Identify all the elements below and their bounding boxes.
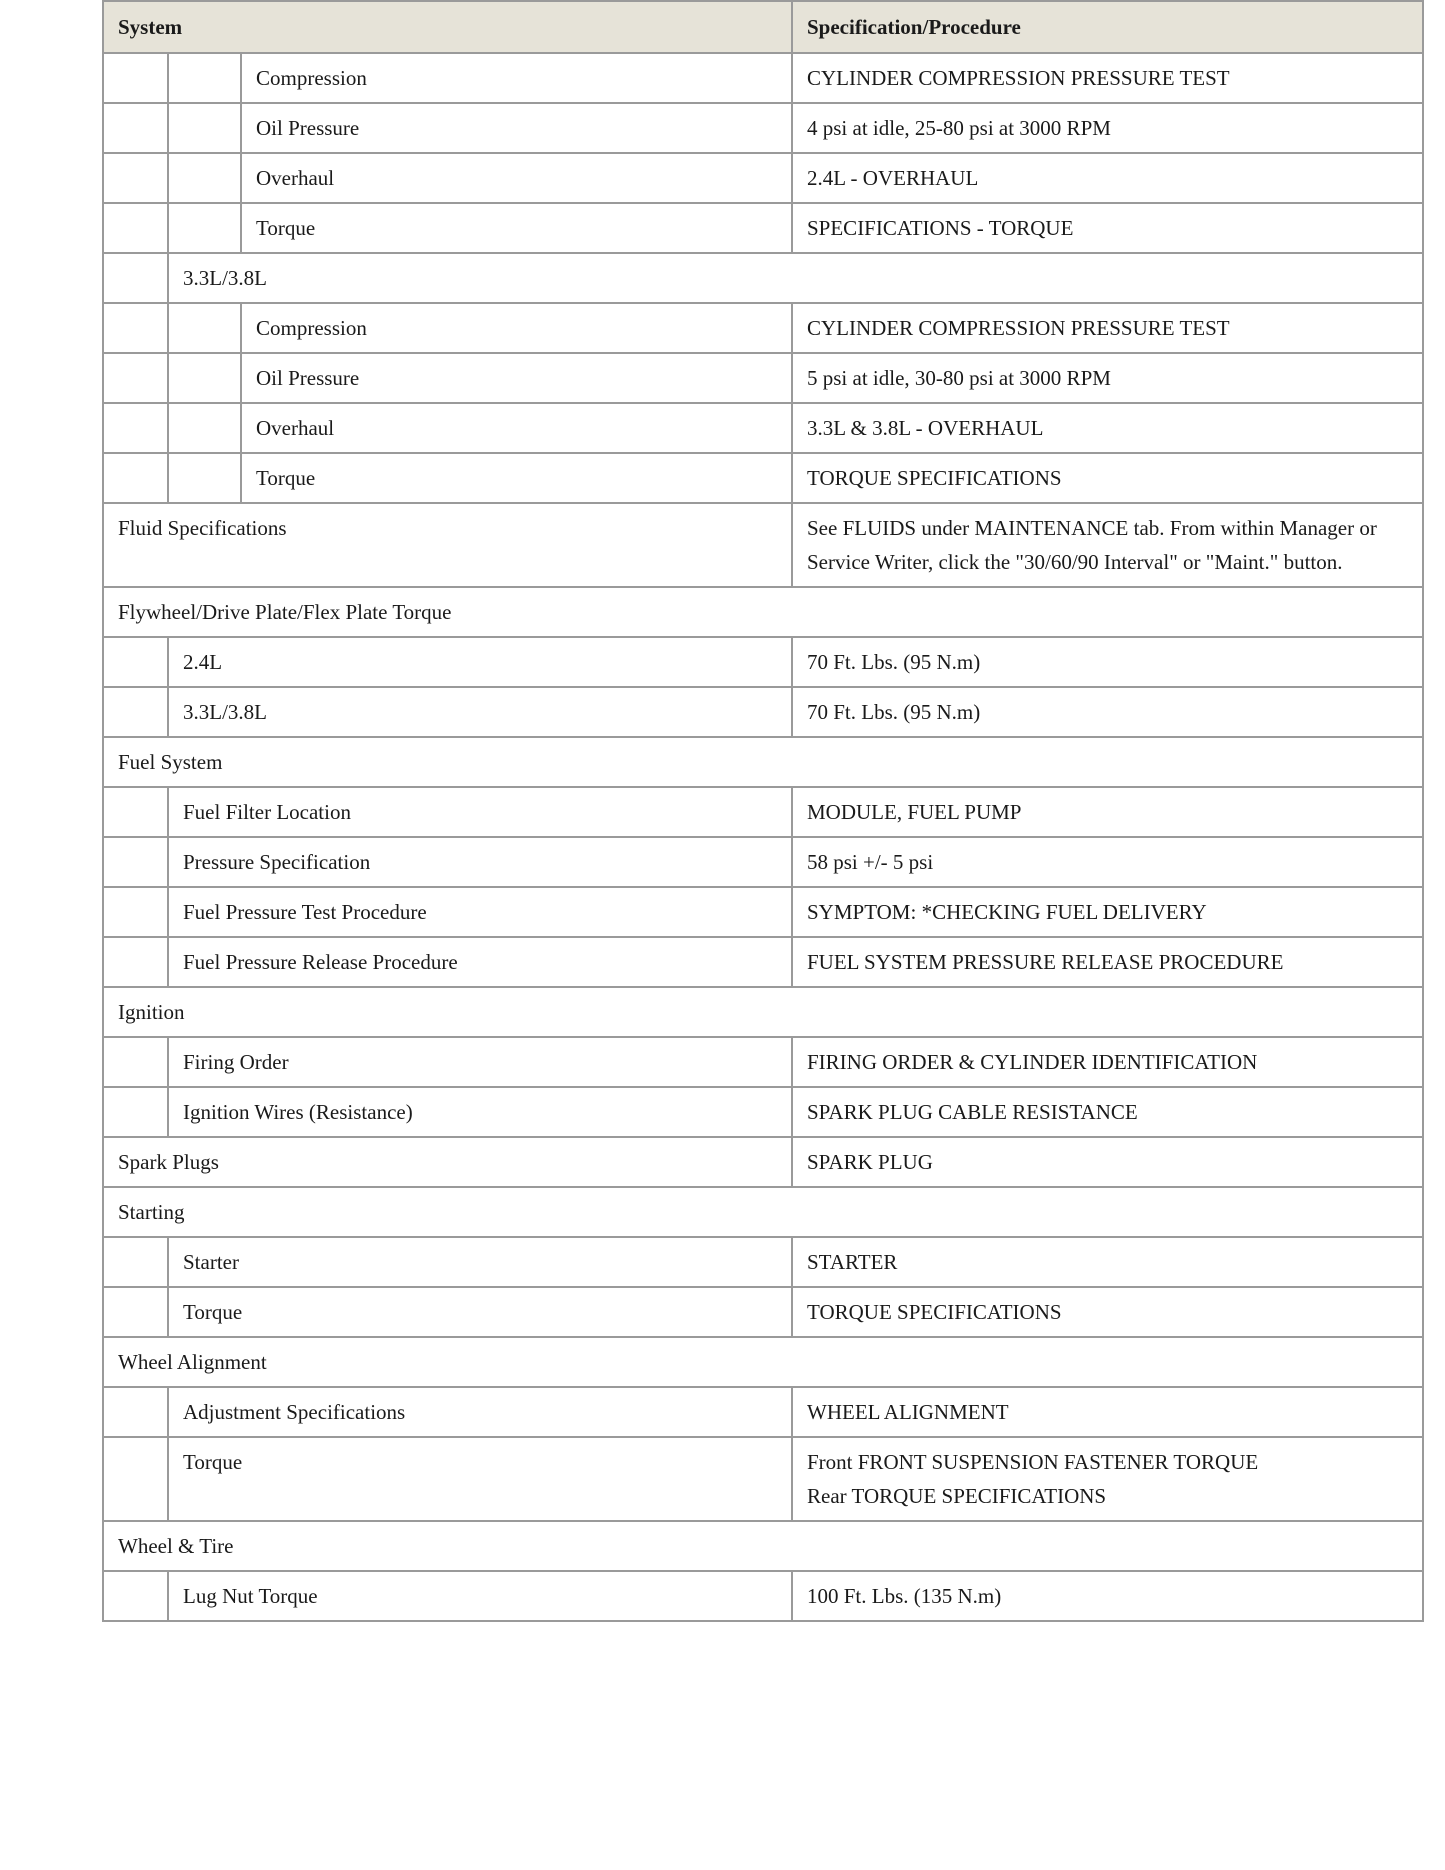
row-label: Fluid Specifications — [103, 503, 792, 587]
row-value: MODULE, FUEL PUMP — [792, 787, 1423, 837]
indent-cell — [103, 203, 168, 253]
indent-cell — [103, 1437, 168, 1521]
indent-cell — [103, 153, 168, 203]
indent-cell — [103, 103, 168, 153]
table-row — [103, 1437, 1423, 1521]
indent-cell — [103, 403, 168, 453]
table-row — [103, 203, 1423, 253]
row-label: Compression — [241, 53, 792, 103]
table-row — [103, 1571, 1423, 1621]
table-row — [103, 303, 1423, 353]
table-row — [103, 1337, 1423, 1387]
row-value: 100 Ft. Lbs. (135 N.m) — [792, 1571, 1423, 1621]
row-value: TORQUE SPECIFICATIONS — [792, 453, 1423, 503]
row-label: Oil Pressure — [241, 353, 792, 403]
indent-cell — [103, 637, 168, 687]
table-row — [103, 837, 1423, 887]
indent-cell — [168, 203, 241, 253]
row-value: See FLUIDS under MAINTENANCE tab. From within Manager or Service Writer, click the "30/60/90 Interval" or "Maint." button. — [792, 503, 1423, 587]
row-value: FUEL SYSTEM PRESSURE RELEASE PROCEDURE — [792, 937, 1423, 987]
row-label: Overhaul — [241, 403, 792, 453]
row-label: Fuel Pressure Test Procedure — [168, 887, 792, 937]
row-value: 4 psi at idle, 25-80 psi at 3000 RPM — [792, 103, 1423, 153]
table-row — [103, 53, 1423, 103]
indent-cell — [103, 1037, 168, 1087]
table-row — [103, 737, 1423, 787]
row-label: Wheel Alignment — [103, 1337, 1423, 1387]
table-row — [103, 1087, 1423, 1137]
table-row — [103, 1287, 1423, 1337]
row-value: FIRING ORDER & CYLINDER IDENTIFICATION — [792, 1037, 1423, 1087]
table-row — [103, 453, 1423, 503]
row-label: Torque — [241, 453, 792, 503]
row-label: Lug Nut Torque — [168, 1571, 792, 1621]
row-value-line: Front FRONT SUSPENSION FASTENER TORQUE — [807, 1450, 1259, 1474]
row-label: Torque — [241, 203, 792, 253]
indent-cell — [103, 303, 168, 353]
table-row — [103, 253, 1423, 303]
table-row — [103, 937, 1423, 987]
header-system: System — [103, 1, 792, 53]
indent-cell — [103, 787, 168, 837]
table-row — [103, 987, 1423, 1037]
row-label: Fuel Filter Location — [168, 787, 792, 837]
table-row — [103, 153, 1423, 203]
indent-cell — [103, 453, 168, 503]
row-label: Fuel Pressure Release Procedure — [168, 937, 792, 987]
indent-cell — [168, 153, 241, 203]
indent-cell — [103, 1237, 168, 1287]
row-label: Ignition Wires (Resistance) — [168, 1087, 792, 1137]
table-row — [103, 1387, 1423, 1437]
table-row — [103, 787, 1423, 837]
table-row — [103, 1237, 1423, 1287]
row-label: Oil Pressure — [241, 103, 792, 153]
indent-cell — [168, 53, 241, 103]
row-value-line: Rear TORQUE SPECIFICATIONS — [807, 1484, 1107, 1508]
indent-cell — [103, 253, 168, 303]
indent-cell — [168, 453, 241, 503]
header-spec: Specification/Procedure — [792, 1, 1423, 53]
row-value: 70 Ft. Lbs. (95 N.m) — [792, 687, 1423, 737]
row-label: Ignition — [103, 987, 1423, 1037]
row-value: CYLINDER COMPRESSION PRESSURE TEST — [792, 53, 1423, 103]
table-row — [103, 103, 1423, 153]
row-value: 2.4L - OVERHAUL — [792, 153, 1423, 203]
row-label: Pressure Specification — [168, 837, 792, 887]
table-row — [103, 1187, 1423, 1237]
indent-cell — [103, 1387, 168, 1437]
row-label: Overhaul — [241, 153, 792, 203]
spec-body — [103, 53, 1423, 1621]
indent-cell — [103, 353, 168, 403]
indent-cell — [103, 837, 168, 887]
indent-cell — [168, 353, 241, 403]
row-label: Torque — [168, 1437, 792, 1521]
indent-cell — [103, 937, 168, 987]
row-value: 58 psi +/- 5 psi — [792, 837, 1423, 887]
indent-cell — [103, 1571, 168, 1621]
row-value: SPARK PLUG CABLE RESISTANCE — [792, 1087, 1423, 1137]
row-value: TORQUE SPECIFICATIONS — [792, 1287, 1423, 1337]
row-value: SPECIFICATIONS - TORQUE — [792, 203, 1423, 253]
row-label: Wheel & Tire — [103, 1521, 1423, 1571]
spec-table — [102, 0, 1424, 1622]
table-row — [103, 1037, 1423, 1087]
row-label: 3.3L/3.8L — [168, 687, 792, 737]
row-value: 70 Ft. Lbs. (95 N.m) — [792, 637, 1423, 687]
row-label: Flywheel/Drive Plate/Flex Plate Torque — [103, 587, 1423, 637]
indent-cell — [168, 303, 241, 353]
row-value: 3.3L & 3.8L - OVERHAUL — [792, 403, 1423, 453]
indent-cell — [103, 687, 168, 737]
table-row — [103, 353, 1423, 403]
indent-cell — [103, 1087, 168, 1137]
row-value: SYMPTOM: *CHECKING FUEL DELIVERY — [792, 887, 1423, 937]
row-value: 5 psi at idle, 30-80 psi at 3000 RPM — [792, 353, 1423, 403]
row-label: Starter — [168, 1237, 792, 1287]
row-label: Compression — [241, 303, 792, 353]
header-row — [103, 1, 1423, 53]
indent-cell — [103, 53, 168, 103]
row-value: SPARK PLUG — [792, 1137, 1423, 1187]
table-row — [103, 887, 1423, 937]
row-value — [792, 1437, 1423, 1521]
table-row — [103, 587, 1423, 637]
table-row — [103, 637, 1423, 687]
table-row — [103, 1521, 1423, 1571]
row-label: Starting — [103, 1187, 1423, 1237]
indent-cell — [168, 103, 241, 153]
table-row — [103, 503, 1423, 587]
row-label: Spark Plugs — [103, 1137, 792, 1187]
row-value: STARTER — [792, 1237, 1423, 1287]
row-label: Torque — [168, 1287, 792, 1337]
row-value: CYLINDER COMPRESSION PRESSURE TEST — [792, 303, 1423, 353]
row-label: Firing Order — [168, 1037, 792, 1087]
table-row — [103, 687, 1423, 737]
row-label: Adjustment Specifications — [168, 1387, 792, 1437]
row-label: 3.3L/3.8L — [168, 253, 1423, 303]
row-value: WHEEL ALIGNMENT — [792, 1387, 1423, 1437]
table-row — [103, 403, 1423, 453]
table-row — [103, 1137, 1423, 1187]
row-label: 2.4L — [168, 637, 792, 687]
indent-cell — [103, 887, 168, 937]
row-label: Fuel System — [103, 737, 1423, 787]
indent-cell — [168, 403, 241, 453]
indent-cell — [103, 1287, 168, 1337]
